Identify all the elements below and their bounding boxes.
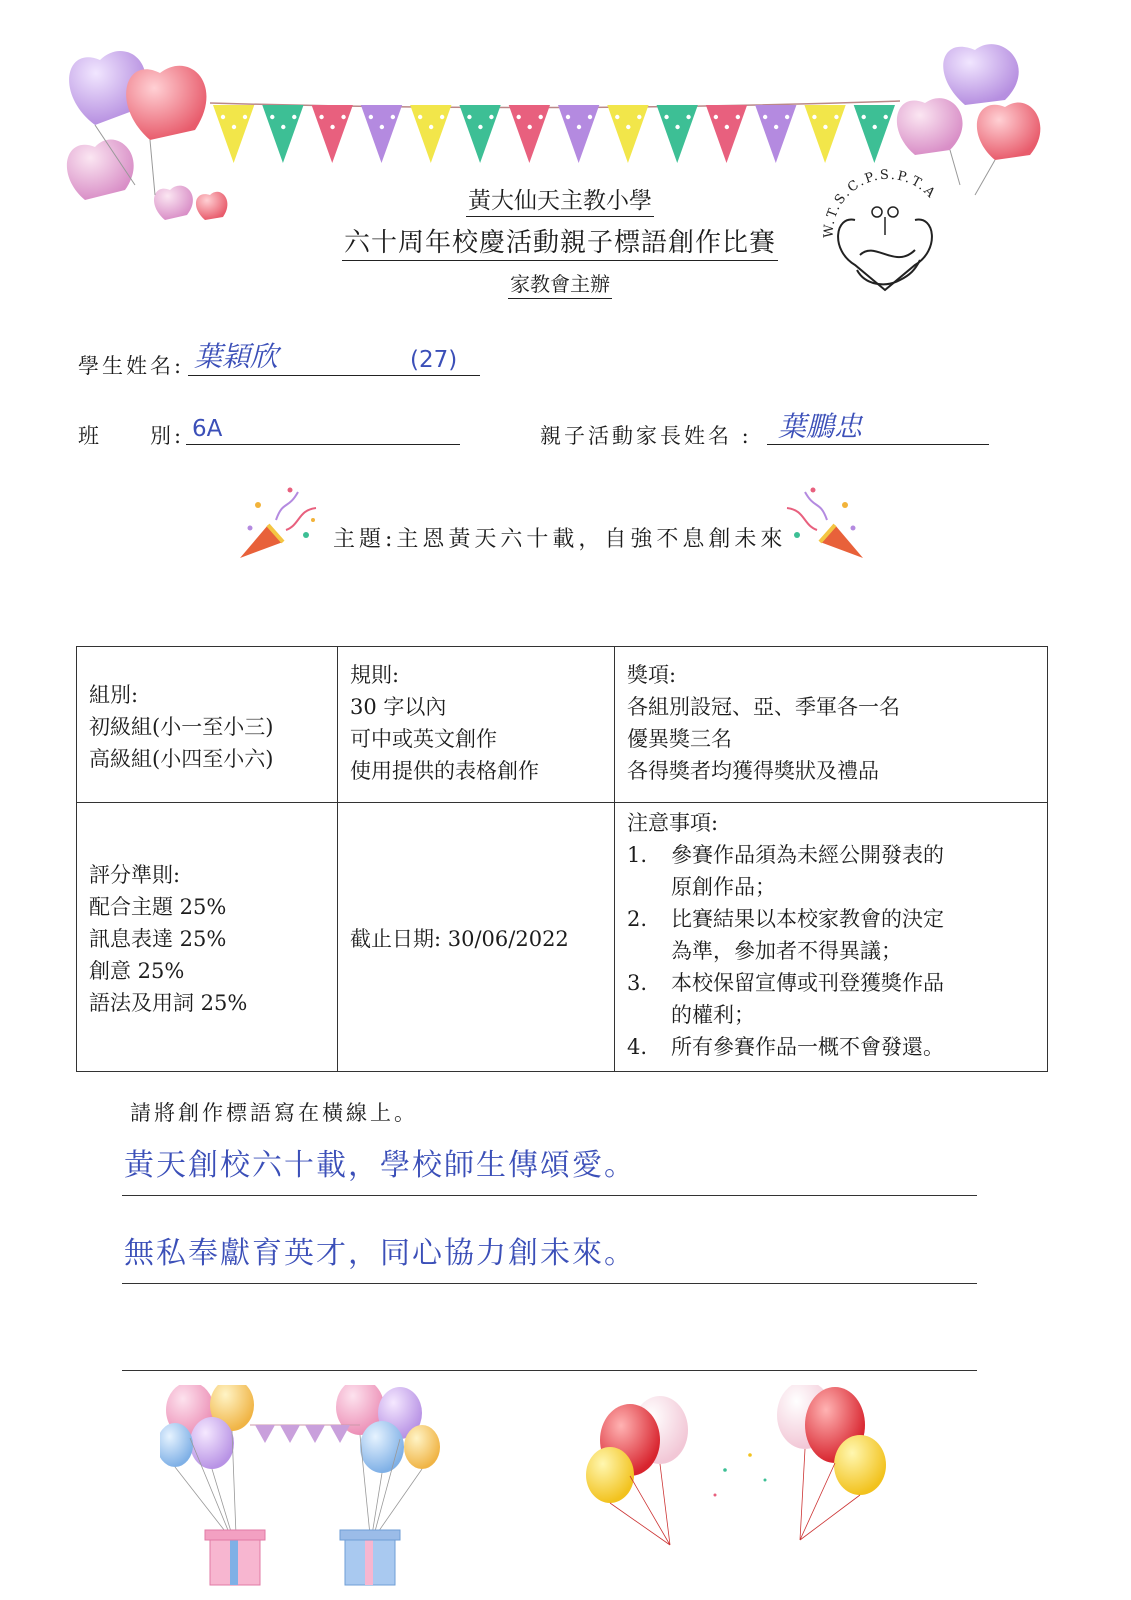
bunting-dot — [834, 115, 838, 119]
bunting-dot — [637, 115, 641, 119]
notes-title: 注意事項: — [627, 811, 719, 835]
bunting-dot — [429, 125, 433, 129]
bunting-flag — [509, 105, 550, 163]
deadline: 截止日期: 30/06/2022 — [350, 927, 569, 951]
groups-title: 組別: — [89, 682, 139, 707]
bunting-dot — [369, 115, 373, 119]
party-popper-right-icon — [780, 480, 875, 565]
bunting-dot — [763, 115, 767, 119]
bunting-dot — [243, 115, 247, 119]
writing-instruction: 請將創作標語寫在橫線上。 — [130, 1101, 418, 1125]
bunting-dot — [714, 115, 718, 119]
bunting-dot — [319, 115, 323, 119]
note-item: 3. 本校保留宣傳或刊登獲獎作品 的權利； — [627, 971, 944, 1027]
prize-item: 各組別設冠、亞、季軍各一名 — [627, 695, 900, 719]
competition-title: 六十周年校慶活動親子標語創作比賽 — [0, 222, 1120, 259]
class-line — [186, 444, 460, 445]
prize-item: 各得獎者均獲得獎狀及禮品 — [627, 759, 879, 783]
pta-logo-text: W.T.S.C.P.S.P.T.A — [821, 167, 940, 239]
bunting-dot — [615, 115, 619, 119]
bunting-dot — [812, 115, 816, 119]
bunting-flag — [657, 105, 698, 163]
bunting-dot — [440, 115, 444, 119]
class-number-value[interactable]: (27) — [410, 347, 458, 373]
slogan-line-2-text[interactable]: 無私奉獻育英才，同心協力創未來。 — [124, 1236, 636, 1271]
deadline-cell — [338, 803, 615, 1072]
groups-cell — [77, 647, 338, 803]
bunting-dot — [664, 115, 668, 119]
bunting-flag — [804, 105, 845, 163]
rule-item: 使用提供的表格創作 — [350, 759, 539, 783]
bunting-dot — [528, 125, 532, 129]
slogan-line-1-text[interactable]: 黃天創校六十載，學校師生傳頌愛。 — [124, 1148, 636, 1183]
bunting-dot — [873, 125, 877, 129]
student-name-value[interactable]: 葉穎欣 — [194, 340, 279, 373]
class-value[interactable]: 6A — [192, 416, 223, 442]
prizes-cell — [615, 647, 1048, 803]
balloons-right-decoration — [575, 1385, 915, 1555]
bunting-dot — [478, 125, 482, 129]
bunting-dot — [588, 115, 592, 119]
competition-theme: 主題:主恩黃天六十載，自強不息創未來 — [333, 527, 787, 552]
bunting-dot — [292, 115, 296, 119]
balloons-gifts-decoration — [160, 1385, 460, 1595]
bunting-dot — [270, 115, 274, 119]
note-item: 1. 參賽作品須為未經公開發表的 原創作品； — [627, 843, 944, 899]
criteria-item: 語法及用詞 25% — [89, 991, 248, 1015]
notes-list — [627, 839, 1037, 1063]
school-name: 黃大仙天主教小學 — [0, 182, 1120, 215]
bunting-dot — [577, 125, 581, 129]
class-label: 班 別: — [78, 424, 185, 448]
organiser: 家教會主辦 — [0, 268, 1120, 297]
prizes-title: 獎項: — [627, 663, 677, 687]
bunting-flag — [459, 105, 500, 163]
bunting-dot — [785, 115, 789, 119]
group-item: 高級組(小四至小六) — [89, 746, 274, 771]
bunting-dot — [774, 125, 778, 129]
bunting-dot — [686, 115, 690, 119]
bunting-dot — [736, 115, 740, 119]
student-name-label: 學生姓名: — [78, 354, 185, 378]
rule-item: 30 字以內 — [350, 695, 447, 719]
bunting-dot — [675, 125, 679, 129]
bunting-dot — [380, 125, 384, 129]
slogan-line-2 — [122, 1283, 977, 1284]
bunting-dot — [823, 125, 827, 129]
criteria-item: 創意 25% — [89, 959, 185, 983]
bunting-dot — [539, 115, 543, 119]
bunting-dot — [517, 115, 521, 119]
bunting-flag — [361, 105, 402, 163]
rules-cell — [338, 647, 615, 803]
pta-logo — [815, 160, 955, 300]
criteria-item: 訊息表達 25% — [89, 927, 227, 951]
bunting-flag — [213, 105, 254, 163]
bunting-dot — [566, 115, 570, 119]
bunting-dot — [418, 115, 422, 119]
bunting-dot — [489, 115, 493, 119]
bunting-dot — [232, 125, 236, 129]
party-popper-left-icon — [228, 480, 323, 565]
bunting-flag — [262, 105, 303, 163]
bunting-dot — [862, 115, 866, 119]
bunting-dot — [467, 115, 471, 119]
note-item: 4. 所有參賽作品一概不會發還。 — [627, 1035, 944, 1059]
rules-table — [76, 646, 1048, 1072]
rule-item: 可中或英文創作 — [350, 727, 497, 751]
bunting-dot — [281, 125, 285, 129]
bunting-dot — [725, 125, 729, 129]
rules-title: 規則: — [350, 663, 400, 687]
prize-item: 優異獎三名 — [627, 727, 732, 751]
bunting-flag — [558, 105, 599, 163]
criteria-title: 評分準則: — [89, 863, 181, 887]
slogan-line-1 — [122, 1195, 977, 1196]
bunting-flag — [410, 105, 451, 163]
bunting-dot — [330, 125, 334, 129]
group-item: 初級組(小一至小三) — [89, 714, 274, 739]
bunting-dot — [391, 115, 395, 119]
criteria-item: 配合主題 25% — [89, 895, 227, 919]
bunting-dot — [221, 115, 225, 119]
notes-cell — [615, 803, 1048, 1072]
student-name-line — [188, 375, 480, 376]
parent-name-value[interactable]: 葉鵬忠 — [778, 410, 863, 443]
parent-name-label: 親子活動家長姓名 : — [540, 424, 752, 448]
bunting-dot — [626, 125, 630, 129]
note-item: 2. 比賽結果以本校家教會的決定 為準，參加者不得異議； — [627, 907, 944, 963]
slogan-line-3 — [122, 1370, 977, 1371]
bunting-flag — [607, 105, 648, 163]
bunting-flag — [312, 105, 353, 163]
bunting-flag — [755, 105, 796, 163]
bunting-dot — [341, 115, 345, 119]
criteria-cell — [77, 803, 338, 1072]
bunting-flags-decoration — [210, 95, 900, 175]
bunting-flag — [706, 105, 747, 163]
